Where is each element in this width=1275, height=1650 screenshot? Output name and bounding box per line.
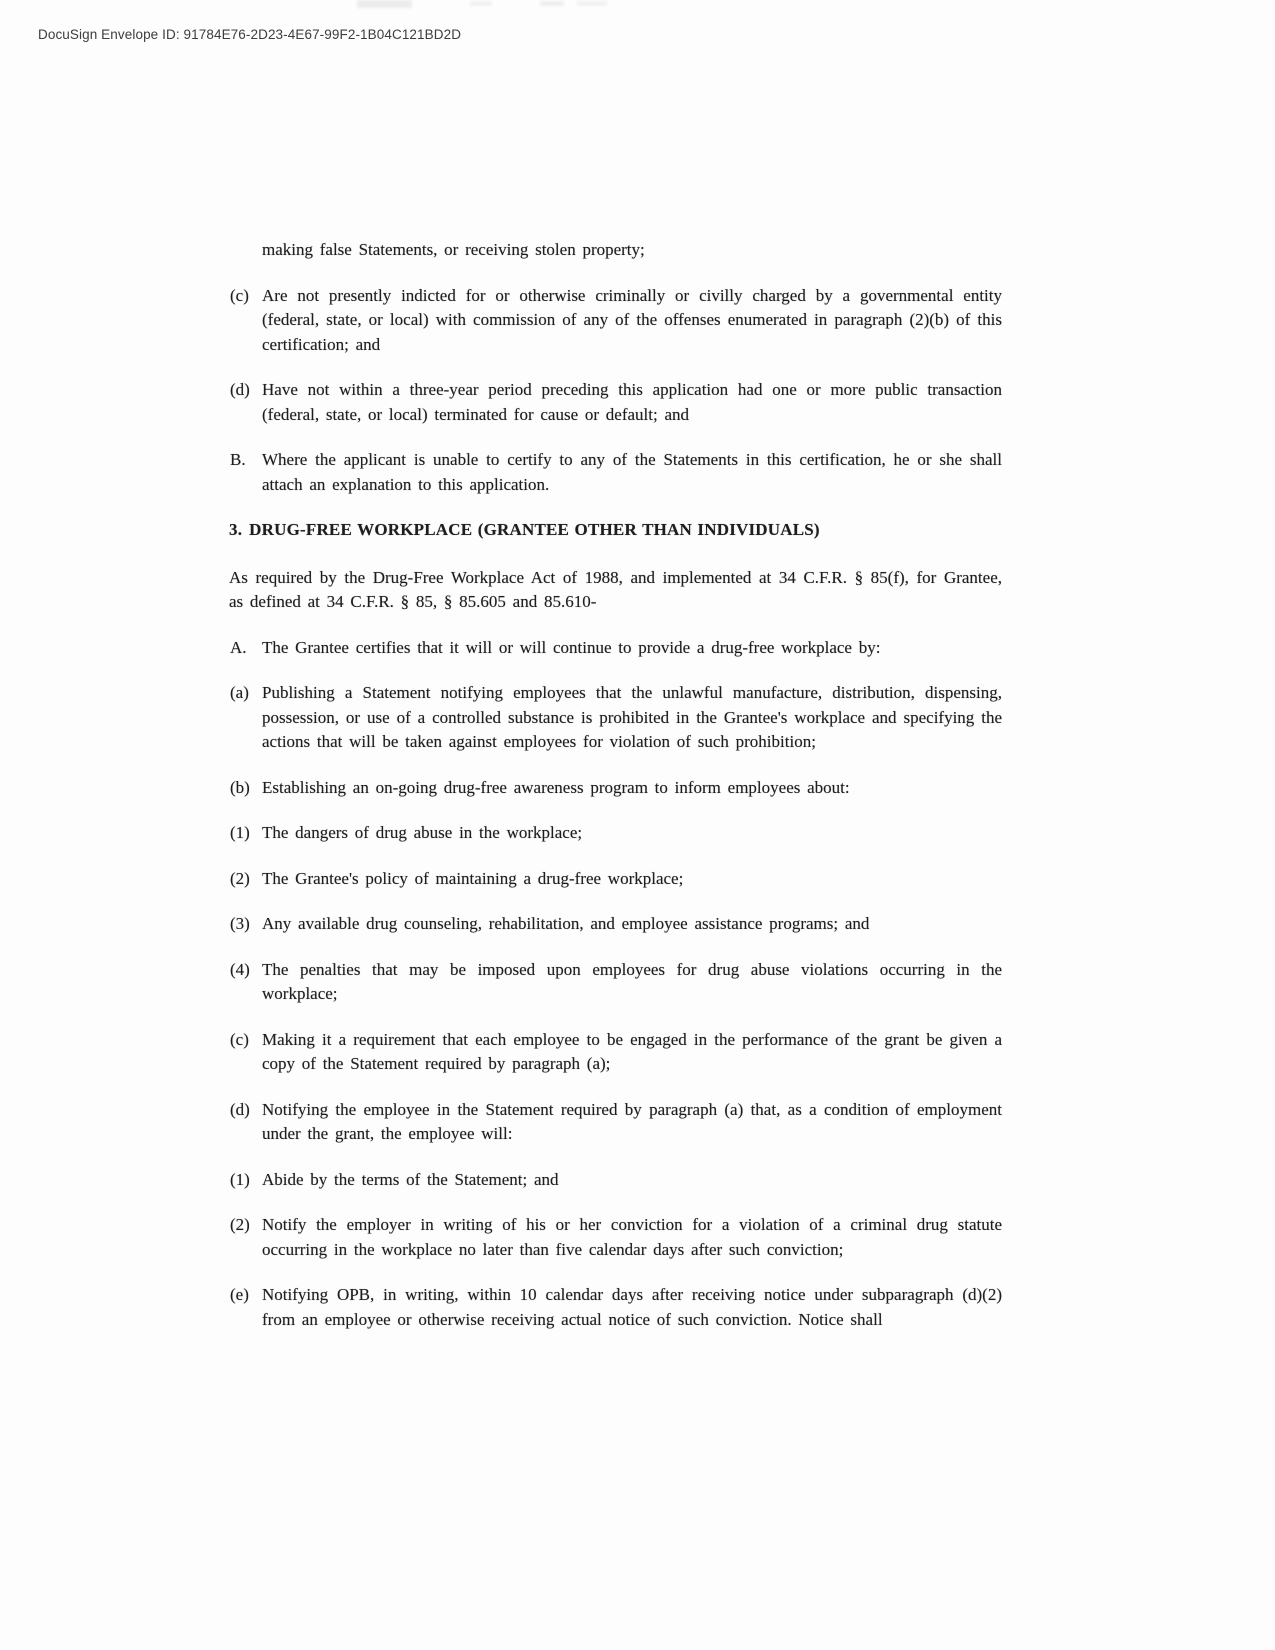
list-marker: (d) — [230, 380, 250, 399]
doc-paragraph — [229, 681, 1002, 755]
list-marker: (1) — [230, 1169, 250, 1189]
paragraph-text: DRUG-FREE WORKPLACE (GRANTEE OTHER THAN INDIVIDUALS) — [249, 520, 820, 539]
doc-paragraph — [229, 1098, 1002, 1147]
list-marker: (2) — [230, 1215, 250, 1234]
paragraph-text: The Grantee certifies that it will or will continue to provide a drug-free workplace by: — [262, 637, 881, 657]
paragraph-text: Establishing an on-going drug-free awareness program to inform employees about: — [262, 777, 850, 797]
paragraph-text: Have not within a three-year period preceding this application had one or more public transaction (federal, state, or local) terminated for cause or default; and — [262, 380, 1002, 424]
list-marker: (1) — [230, 823, 250, 842]
paragraph-text: Are not presently indicted for or otherwise criminally or civilly charged by a governmental entity (federal, state, or local) with commission of any of the offenses enumerated in paragraph (2)(b) of this certification; and — [262, 285, 1002, 354]
paragraph-text: The Grantee's policy of maintaining a drug-free workplace; — [262, 868, 684, 888]
scan-artifact — [357, 0, 412, 8]
doc-paragraph — [229, 867, 1002, 892]
list-marker: (e) — [230, 1285, 249, 1304]
paragraph-text: making false Statements, or receiving stolen property; — [262, 240, 645, 259]
paragraph-text: Notifying the employee in the Statement required by paragraph (a) that, as a condition of employment under the grant, the employee will: — [262, 1099, 1002, 1143]
doc-paragraph — [229, 636, 1002, 661]
doc-paragraph — [229, 1213, 1002, 1262]
paragraph-text: Making it a requirement that each employee to be engaged in the performance of the grant be given a copy of the Statement required by paragraph (a); — [262, 1029, 1002, 1073]
doc-paragraph — [229, 284, 1002, 358]
scan-artifact — [540, 1, 564, 6]
list-marker: (d) — [230, 1099, 250, 1119]
paragraph-text: Abide by the terms of the Statement; and — [262, 1169, 559, 1189]
paragraph-text: Where the applicant is unable to certify to any of the Statements in this certification, he or she shall attach an explanation to this application. — [262, 450, 1002, 494]
list-marker: 3. — [229, 520, 243, 539]
doc-paragraph — [229, 238, 1002, 263]
doc-paragraph — [229, 1028, 1002, 1077]
doc-paragraph — [229, 448, 1002, 497]
paragraph-text: Any available drug counseling, rehabilitation, and employee assistance programs; and — [262, 914, 870, 933]
list-marker: (3) — [230, 914, 250, 933]
docusign-envelope-id: DocuSign Envelope ID: 91784E76-2D23-4E67-99F2-1B04C121BD2D — [38, 27, 462, 42]
doc-paragraph — [229, 1168, 1002, 1193]
paragraph-text: As required by the Drug-Free Workplace Act of 1988, and implemented at 34 C.F.R. § 85(f), for Grantee, as defined at 34 C.F.R. § 85, § 85.605 and 85.610- — [229, 567, 1002, 611]
paragraph-text: Notifying OPB, in writing, within 10 calendar days after receiving notice under subparagraph (d)(2) from an employee or otherwise receiving actual notice of such conviction. Notice shall — [262, 1285, 1002, 1329]
paragraph-text: Notify the employer in writing of his or her conviction for a violation of a criminal drug statute occurring in the workplace no later than five calendar days after such conviction; — [262, 1215, 1002, 1259]
doc-paragraph — [229, 958, 1002, 1007]
doc-paragraph — [229, 776, 1002, 801]
paragraph-text: The dangers of drug abuse in the workplace; — [262, 823, 583, 842]
doc-paragraph — [229, 821, 1002, 846]
doc-paragraph — [229, 566, 1002, 615]
scan-artifact — [470, 1, 492, 6]
document-body — [229, 238, 1002, 1353]
paragraph-text: Publishing a Statement notifying employees that the unlawful manufacture, distribution, dispensing, possession, or use of a controlled substance is prohibited in the Grantee's workplace and specifying the actions that will be taken against employees for violation of such prohibition; — [262, 683, 1002, 751]
doc-paragraph — [229, 1283, 1002, 1332]
scan-artifact — [577, 1, 607, 6]
list-marker: (4) — [230, 959, 250, 979]
list-marker: (a) — [230, 683, 249, 702]
list-marker: (c) — [230, 285, 249, 305]
list-marker: (2) — [230, 868, 250, 888]
doc-paragraph — [229, 912, 1002, 937]
section-heading — [229, 518, 1002, 543]
list-marker: (b) — [230, 777, 250, 797]
list-marker: (c) — [230, 1029, 249, 1049]
doc-paragraph — [229, 378, 1002, 427]
list-marker: A. — [230, 637, 247, 657]
list-marker: B. — [230, 450, 246, 469]
paragraph-text: The penalties that may be imposed upon employees for drug abuse violations occurring in the workplace; — [262, 959, 1002, 1003]
